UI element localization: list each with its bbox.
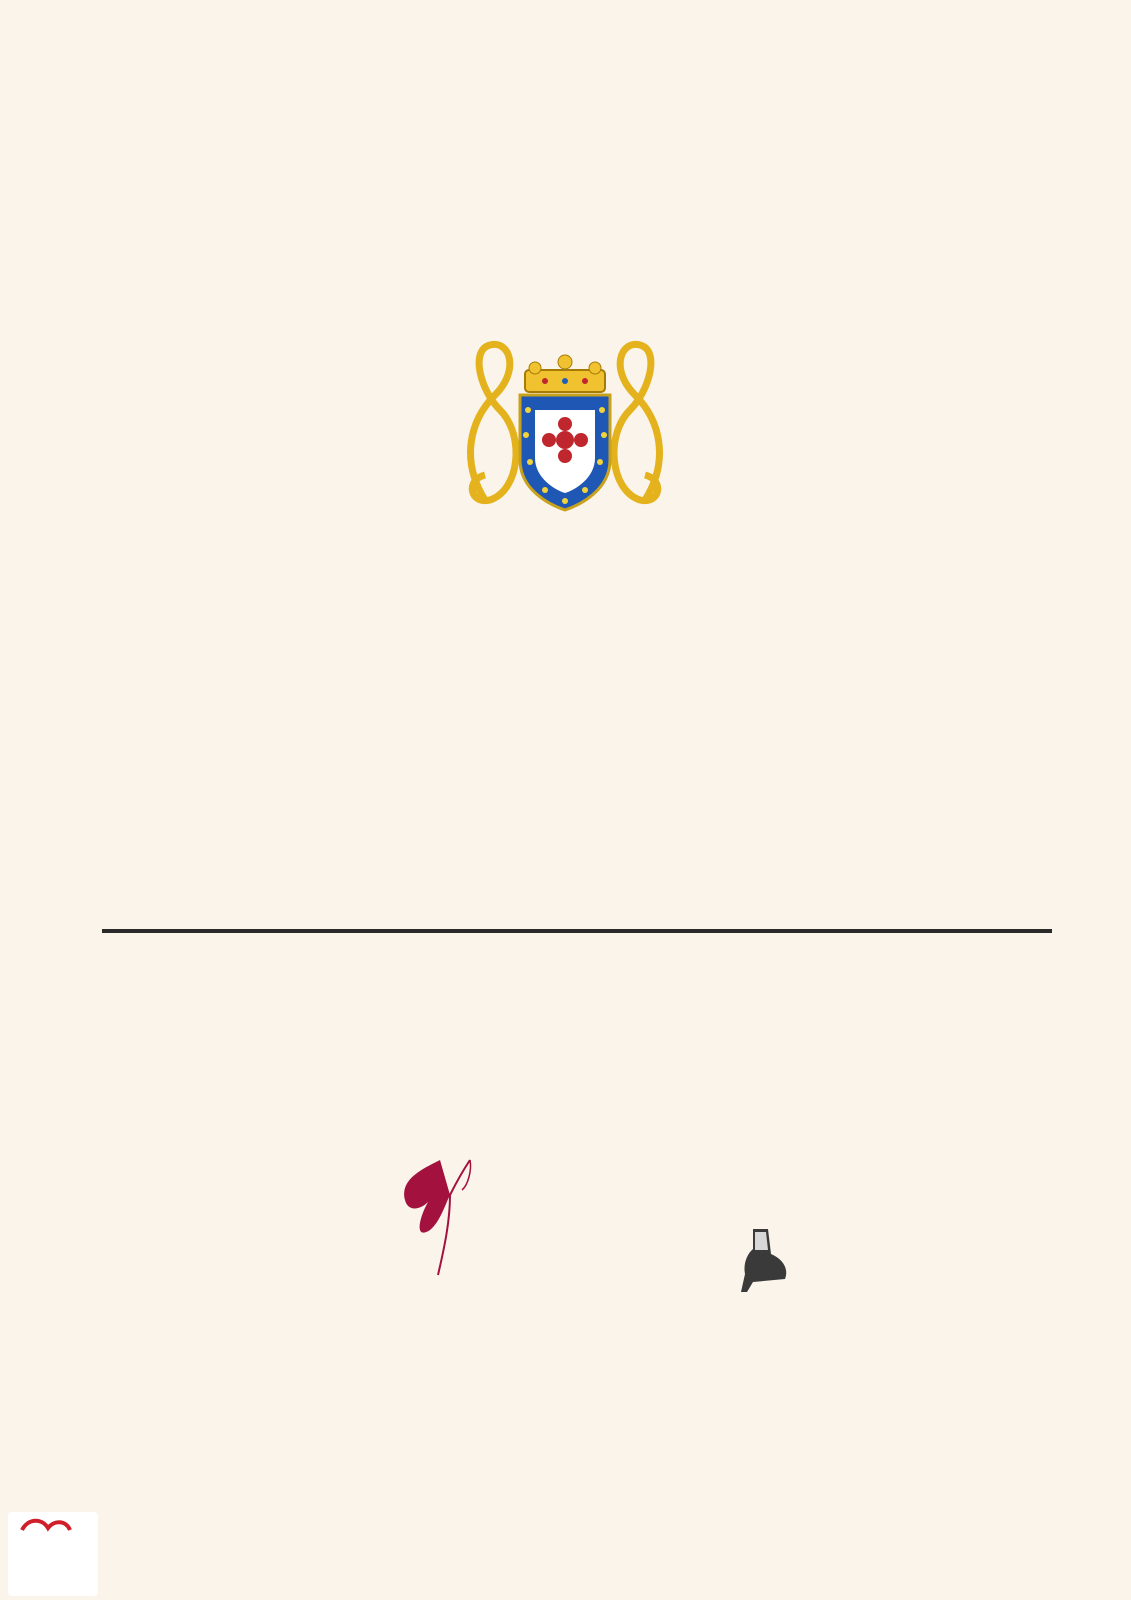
band-crest-icon bbox=[440, 300, 690, 545]
divider bbox=[102, 929, 1052, 933]
flower-decoration-top bbox=[0, 0, 1131, 350]
butterfly-icon bbox=[400, 1140, 500, 1280]
band-logo bbox=[440, 300, 690, 545]
council-logo bbox=[8, 1512, 98, 1596]
flower-decoration-bottom bbox=[0, 1270, 1131, 1600]
council-mt-icon bbox=[8, 1512, 98, 1574]
federation-logo bbox=[400, 1140, 570, 1280]
